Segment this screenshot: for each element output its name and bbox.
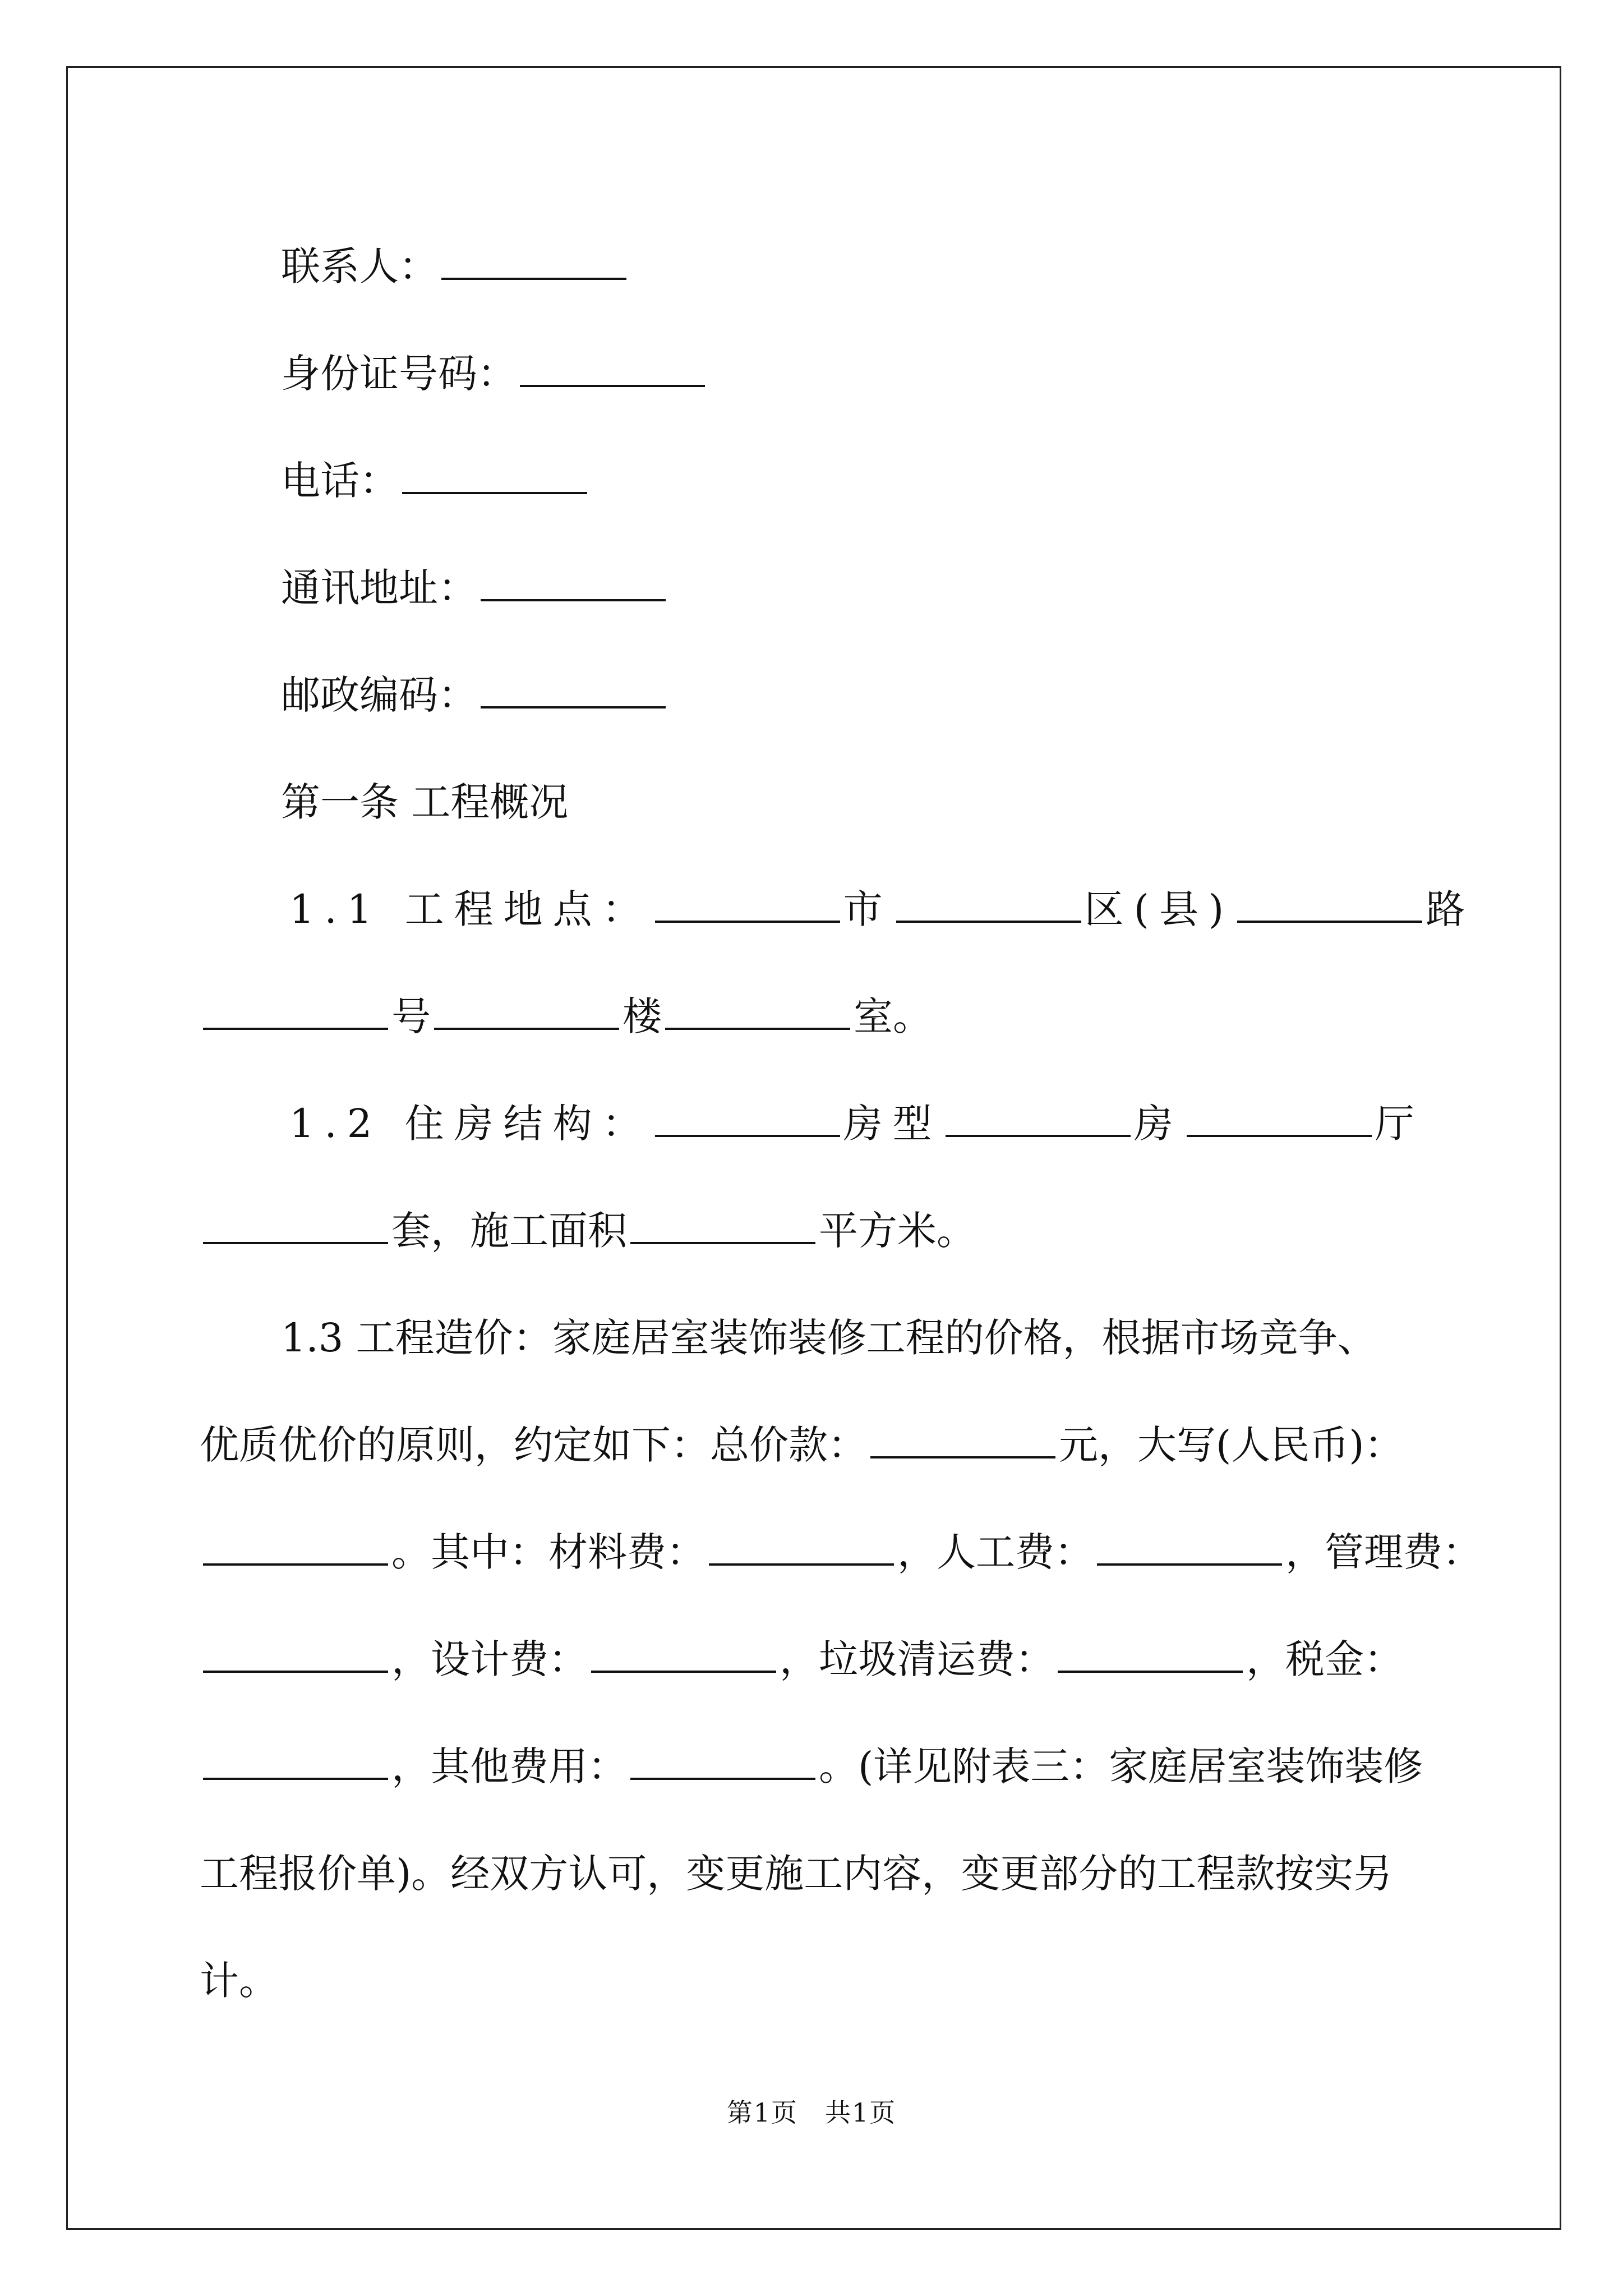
phone-blank — [402, 457, 587, 494]
city-label: 市 — [843, 886, 893, 932]
type-label: 房型 — [843, 1101, 942, 1147]
type-blank — [655, 1100, 840, 1137]
material-fee-label: 。其中：材料费： — [391, 1529, 706, 1575]
phone-field — [200, 427, 1439, 535]
section-1-3-line-5 — [200, 1713, 1439, 1820]
number-blank — [203, 993, 388, 1030]
section-1-2-line-2 — [200, 1177, 1439, 1285]
management-fee-blank — [203, 1636, 388, 1673]
road-blank — [1237, 886, 1422, 923]
design-fee-label: ，设计费： — [391, 1636, 588, 1682]
postcode-field — [200, 642, 1439, 749]
total-price-blank — [870, 1421, 1055, 1458]
road-label: 路 — [1426, 886, 1476, 932]
city-blank — [655, 886, 840, 923]
postcode-blank — [481, 671, 666, 708]
section-1-3-line-7: 计。 — [200, 1958, 278, 2004]
contact-label: 联系人： — [281, 243, 438, 289]
labor-fee-label: ，人工费： — [897, 1529, 1094, 1575]
total-price-uppercase-label: 元，大写(人民币)： — [1059, 1422, 1404, 1468]
tax-blank — [203, 1743, 388, 1780]
section-1-3-line-6: 工程报价单)。经双方认可，变更施工内容，变更部分的工程款按实另 — [200, 1851, 1393, 1897]
suite-label: 套，施工面积 — [391, 1208, 627, 1254]
address-label: 通讯地址： — [281, 565, 477, 611]
room-blank — [665, 993, 850, 1030]
rooms-label: 房 — [1133, 1101, 1183, 1147]
section-1-1-line-2 — [200, 963, 1439, 1070]
section-1-1-line-1 — [200, 856, 1476, 963]
suite-blank — [203, 1207, 388, 1244]
district-label: 区(县) — [1084, 886, 1234, 932]
phone-label: 电话： — [281, 458, 399, 504]
id-number-field — [200, 320, 1439, 427]
section-1-3-line-1: 1.3 工程造价：家庭居室装饰装修工程的价格，根据市场竞争、 — [281, 1315, 1377, 1361]
contact-blank — [441, 243, 626, 280]
halls-label: 厅 — [1375, 1101, 1424, 1147]
design-fee-blank — [591, 1636, 776, 1673]
management-fee-label: ，管理费： — [1285, 1529, 1482, 1575]
tax-label: ，税金： — [1246, 1636, 1403, 1682]
section-1-3-line-2 — [200, 1392, 1439, 1499]
total-price-label: 优质优价的原则，约定如下：总价款： — [200, 1422, 867, 1468]
building-blank — [434, 993, 619, 1030]
district-blank — [896, 886, 1081, 923]
section-1-3-line-3 — [200, 1499, 1482, 1606]
building-label: 楼 — [623, 993, 662, 1039]
rooms-blank — [946, 1100, 1131, 1137]
room-label: 室。 — [854, 993, 932, 1039]
halls-blank — [1187, 1100, 1372, 1137]
number-label: 号 — [391, 993, 431, 1039]
section-1-3-line-4 — [200, 1606, 1439, 1713]
sqm-label: 平方米。 — [819, 1208, 976, 1254]
quotation-reference: 。(详见附表三：家庭居室装饰装修 — [819, 1743, 1423, 1789]
address-blank — [481, 564, 666, 601]
contact-field — [200, 213, 1439, 320]
document-body — [200, 213, 1482, 2035]
uppercase-amount-blank — [203, 1529, 388, 1566]
page-number-footer: 第1页 共1页 — [726, 2097, 897, 2128]
id-number-blank — [520, 350, 705, 387]
labor-fee-blank — [1097, 1529, 1282, 1566]
section-1-2-line-1 — [200, 1070, 1439, 1177]
section-1-2-label: 1.2 住房结构： — [289, 1101, 652, 1147]
postcode-label: 邮政编码： — [281, 672, 477, 718]
waste-removal-fee-label: ，垃圾清运费： — [780, 1636, 1054, 1682]
area-blank — [630, 1207, 815, 1244]
other-fees-label: ，其他费用： — [391, 1743, 627, 1789]
material-fee-blank — [709, 1529, 894, 1566]
waste-removal-fee-blank — [1058, 1636, 1243, 1673]
address-field — [200, 535, 1439, 642]
article-1-heading: 第一条 工程概况 — [281, 779, 569, 825]
section-1-1-label: 1.1 工程地点： — [289, 886, 652, 932]
other-fees-blank — [630, 1743, 815, 1780]
id-number-label: 身份证号码： — [281, 351, 517, 397]
